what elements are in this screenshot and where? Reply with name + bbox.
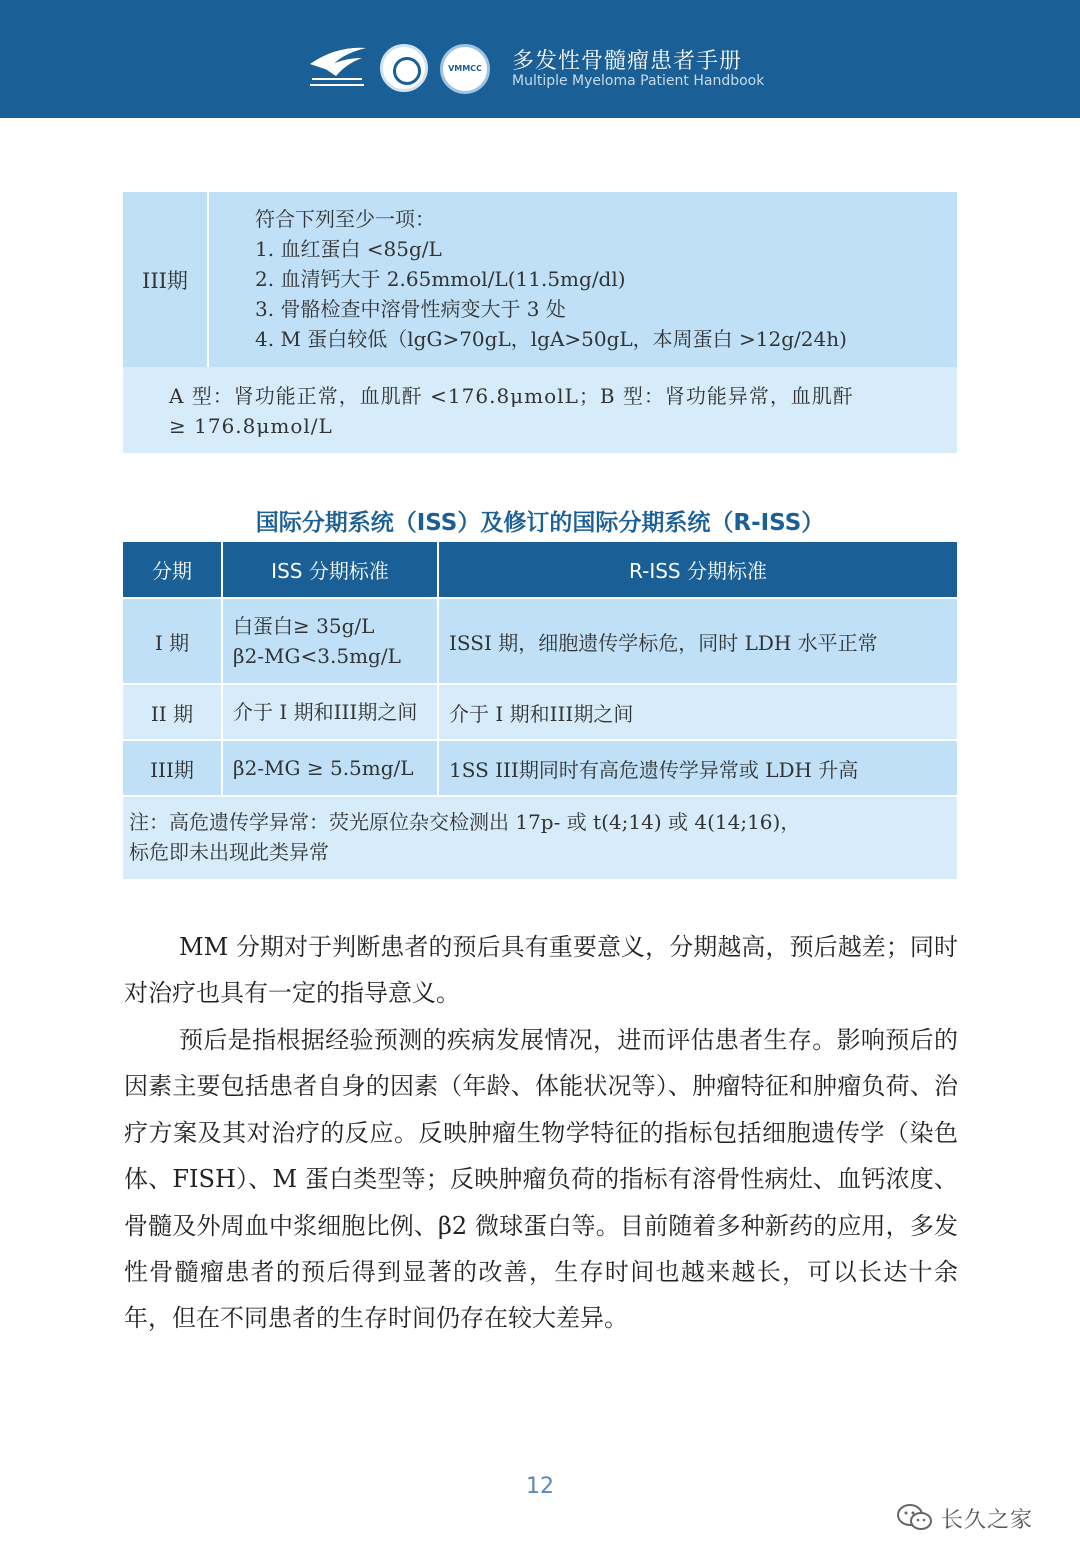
criteria-line: 4. M 蛋白较低（lgG>70gL，lgA>50gL，本周蛋白 >12g/24h) bbox=[255, 327, 847, 351]
table-note bbox=[123, 367, 957, 453]
handbook-title: 多发性骨髓瘤患者手册 bbox=[512, 49, 743, 74]
criteria-line: 2. 血清钙大于 2.65mmol/L(11.5mg/dl) bbox=[255, 267, 626, 291]
column-header: R-ISS 分期标准 bbox=[629, 559, 767, 583]
stage-cell: III期 bbox=[123, 741, 223, 795]
note-line: 标危即未出现此类异常 bbox=[129, 840, 329, 864]
wechat-icon bbox=[896, 1503, 934, 1533]
table-header-row bbox=[123, 542, 957, 597]
handbook-subtitle: Multiple Myeloma Patient Handbook bbox=[512, 73, 765, 89]
criteria-line: 3. 骨骼检查中溶骨性病变大于 3 处 bbox=[255, 297, 566, 321]
stage-cell: I 期 bbox=[123, 599, 223, 683]
vmmcc-logo-icon: VMMCC bbox=[440, 44, 490, 94]
stage-cell: III期 bbox=[123, 192, 209, 367]
table-row bbox=[123, 192, 957, 367]
criteria-line: 1. 血红蛋白 <85g/L bbox=[255, 237, 442, 261]
criteria-cell bbox=[209, 192, 957, 367]
note-line: ≥ 176.8μmol/L bbox=[169, 414, 333, 438]
body-paragraph: MM 分期对于判断患者的预后具有重要意义，分期越高，预后越差；同时对治疗也具有一定的指导意义。 bbox=[124, 933, 958, 1008]
page-number: 12 bbox=[526, 1474, 554, 1499]
iss-cell bbox=[223, 741, 439, 795]
iss-cell bbox=[223, 685, 439, 739]
iss-table-title: 国际分期系统（ISS）及修订的国际分期系统（R-ISS） bbox=[255, 510, 825, 536]
note-line: A 型：肾功能正常，血肌酐 <176.8μmolL；B 型：肾功能异常，血肌酐 bbox=[169, 384, 854, 408]
table-note bbox=[123, 795, 957, 879]
iss-table bbox=[123, 542, 957, 879]
hospital-logo-icon bbox=[306, 44, 370, 90]
criteria-line: 符合下列至少一项： bbox=[255, 207, 435, 231]
table-row bbox=[123, 739, 957, 795]
iss-line: 介于 I 期和III期之间 bbox=[233, 700, 418, 724]
body-paragraph: 预后是指根据经验预测的疾病发展情况，进而评估患者生存。影响预后的因素主要包括患者自身的因素（年龄、体能状况等）、肿瘤特征和肿瘤负荷、治疗方案及其对治疗的反应。反映肿瘤生物学特征的指标包括细胞遗传学（染色体、FISH）、M 蛋白类型等；反映肿瘤负荷的指标有溶骨性病灶、血钙浓度、骨髓及外周血中浆细胞比例、β2 微球蛋白等。目前随着多种新药的应用，多发性骨髓瘤患者的预后得到显著的改善，生存时间也越来越长，可以长达十余年，但在不同患者的生存时间仍存在较大差异。 bbox=[124, 1026, 958, 1333]
column-header: 分期 bbox=[123, 542, 223, 597]
riss-cell: 1SS III期同时有高危遗传学异常或 LDH 升高 bbox=[449, 757, 859, 782]
institution-seal-icon bbox=[380, 44, 428, 92]
iss-line: β2-MG ≥ 5.5mg/L bbox=[233, 756, 414, 780]
table-row bbox=[123, 683, 957, 739]
stage-cell: II 期 bbox=[123, 685, 223, 739]
table-row bbox=[123, 597, 957, 683]
iss-line: 白蛋白≥ 35g/L bbox=[233, 614, 375, 638]
note-line: 注：高危遗传学异常：荧光原位杂交检测出 17p- 或 t(4;14) 或 4(14;16)， bbox=[129, 810, 801, 834]
iss-line: β2-MG<3.5mg/L bbox=[233, 644, 401, 668]
riss-cell: 介于 I 期和III期之间 bbox=[449, 701, 634, 726]
column-header: ISS 分期标准 bbox=[223, 542, 439, 597]
watermark-text: 长久之家 bbox=[941, 1508, 1034, 1533]
iss-cell bbox=[223, 599, 439, 683]
header-bar bbox=[0, 0, 1080, 118]
durie-salmon-table bbox=[123, 192, 957, 453]
riss-cell: ISSI 期，细胞遗传学标危，同时 LDH 水平正常 bbox=[449, 630, 878, 655]
